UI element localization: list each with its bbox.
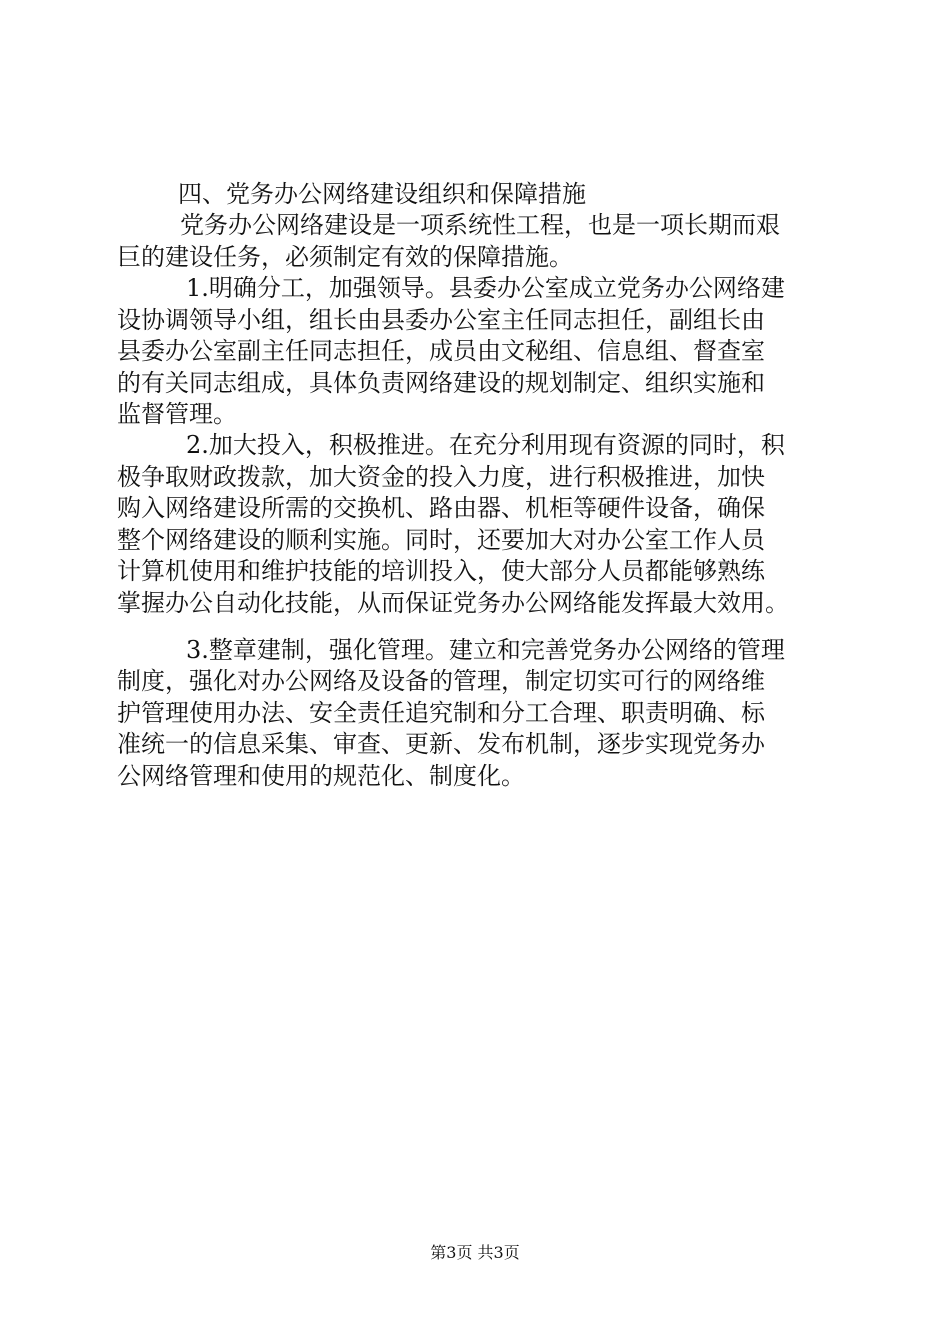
item2-line-5: 计算机使用和维护技能的培训投入，使大部分人员都能够熟练 <box>117 557 765 585</box>
item3-line-3: 护管理使用办法、安全责任追究制和分工合理、职责明确、标 <box>117 699 765 727</box>
item3-line-5: 公网络管理和使用的规范化、制度化。 <box>117 762 525 790</box>
item2-line-2: 极争取财政拨款，加大资金的投入力度，进行积极推进，加快 <box>117 463 765 491</box>
page-number-footer: 第3页 共3页 <box>430 1243 520 1262</box>
item1-line-5: 监督管理。 <box>117 400 237 428</box>
item3-line-4: 准统一的信息采集、审查、更新、发布机制，逐步实现党务办 <box>117 730 765 758</box>
item2-line-4: 整个网络建设的顺利实施。同时，还要加大对办公室工作人员 <box>117 526 765 554</box>
item3-line-2: 制度，强化对办公网络及设备的管理，制定切实可行的网络维 <box>117 667 765 695</box>
item1-line-4: 的有关同志组成，具体负责网络建设的规划制定、组织实施和 <box>117 369 765 397</box>
item1-line-2: 设协调领导小组，组长由县委办公室主任同志担任，副组长由 <box>117 306 765 334</box>
item2-line-6: 掌握办公自动化技能，从而保证党务办公网络能发挥最大效用。 <box>117 589 789 617</box>
intro-line-2: 巨的建设任务，必须制定有效的保障措施。 <box>117 243 573 271</box>
section-heading: 四、党务办公网络建设组织和保障措施 <box>178 180 586 208</box>
item1-line-1: 1.明确分工，加强领导。县委办公室成立党务办公网络建 <box>186 274 785 302</box>
item3-line-1: 3.整章建制，强化管理。建立和完善党务办公网络的管理 <box>186 636 785 664</box>
item1-line-3: 县委办公室副主任同志担任，成员由文秘组、信息组、督查室 <box>117 337 765 365</box>
item2-line-3: 购入网络建设所需的交换机、路由器、机柜等硬件设备，确保 <box>117 494 765 522</box>
intro-line-1: 党务办公网络建设是一项系统性工程，也是一项长期而艰 <box>180 211 780 239</box>
item2-line-1: 2.加大投入，积极推进。在充分利用现有资源的同时，积 <box>186 431 785 459</box>
